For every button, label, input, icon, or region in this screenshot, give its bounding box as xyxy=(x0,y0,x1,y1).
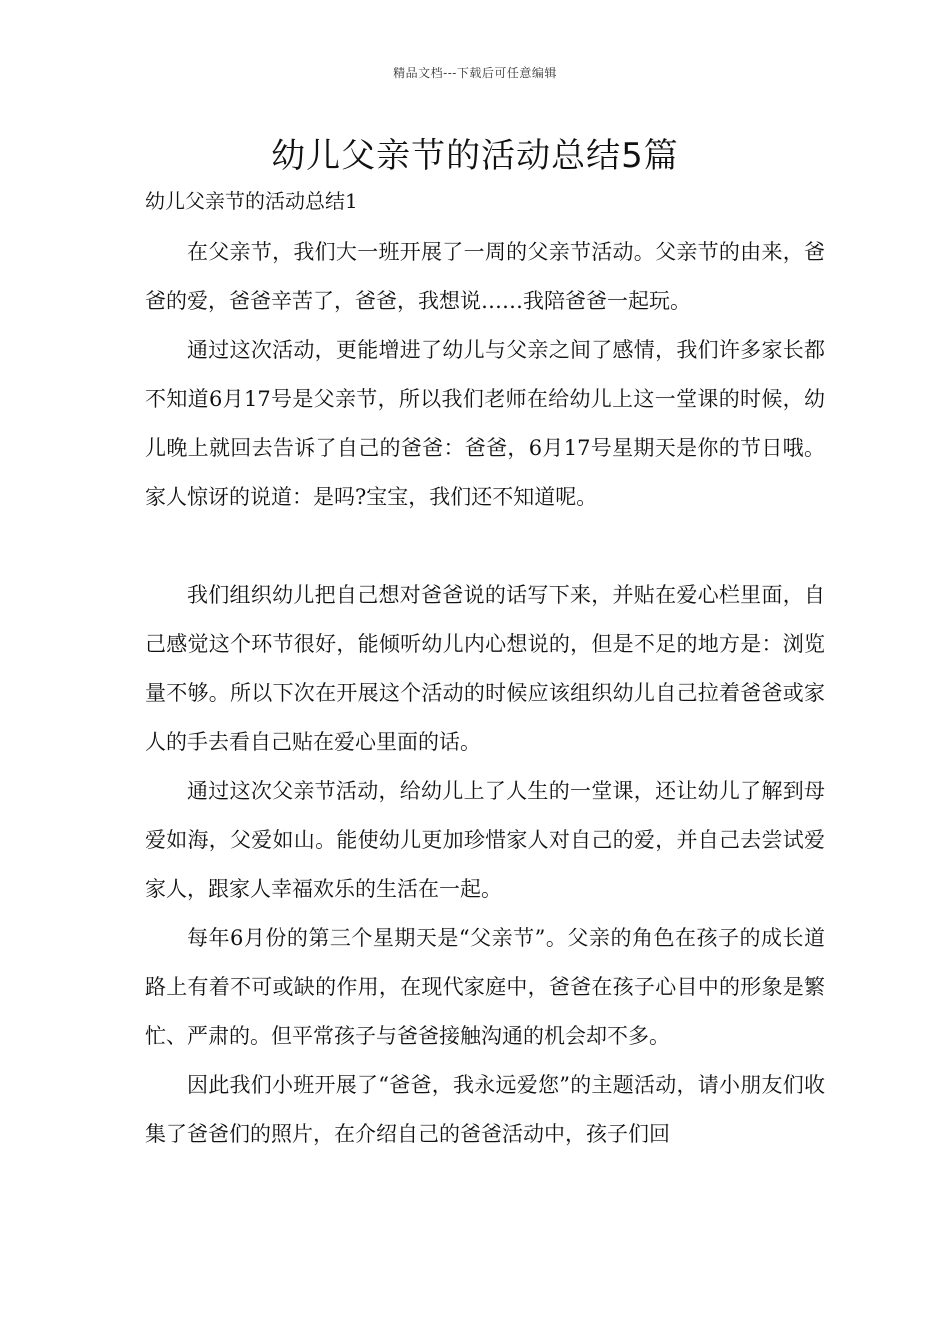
document-body xyxy=(145,228,825,1159)
header-note: 精品文档---下载后可任意编辑 xyxy=(393,66,557,80)
paragraph-1: 在父亲节，我们大一班开展了一周的父亲节活动。父亲节的由来，爸爸的爱，爸爸辛苦了，爸爸，我想说……我陪爸爸一起玩。 xyxy=(145,240,825,313)
paragraph-4: 通过这次父亲节活动，给幼儿上了人生的一堂课，还让幼儿了解到母爱如海，父爱如山。能使幼儿更加珍惜家人对自己的爱，并自己去尝试爱家人，跟家人幸福欢乐的生活在一起。 xyxy=(145,779,825,901)
paragraph-3: 我们组织幼儿把自己想对爸爸说的话写下来，并贴在爱心栏里面，自己感觉这个环节很好，能倾听幼儿内心想说的，但是不足的地方是：浏览量不够。所以下次在开展这个活动的时候应该组织幼儿自己拉着爸爸或家人的手去看自己贴在爱心里面的话。 xyxy=(145,583,825,754)
paragraph-2: 通过这次活动，更能增进了幼儿与父亲之间了感情，我们许多家长都不知道6月17号是父亲节，所以我们老师在给幼儿上这一堂课的时候，幼儿晚上就回去告诉了自己的爸爸：爸爸，6月17号星期天是你的节日哦。家人惊讶的说道：是吗?宝宝，我们还不知道呢。 xyxy=(145,338,825,509)
section-heading: 幼儿父亲节的活动总结1 xyxy=(145,189,358,213)
document-title: 幼儿父亲节的活动总结5篇 xyxy=(271,136,679,176)
paragraph-5: 每年6月份的第三个星期天是“父亲节”。父亲的角色在孩子的成长道路上有着不可或缺的作用，在现代家庭中，爸爸在孩子心目中的形象是繁忙、严肃的。但平常孩子与爸爸接触沟通的机会却不多。 xyxy=(145,926,825,1048)
paragraph-6: 因此我们小班开展了“爸爸，我永远爱您”的主题活动，请小朋友们收集了爸爸们的照片，在介绍自己的爸爸活动中，孩子们回 xyxy=(145,1073,825,1146)
